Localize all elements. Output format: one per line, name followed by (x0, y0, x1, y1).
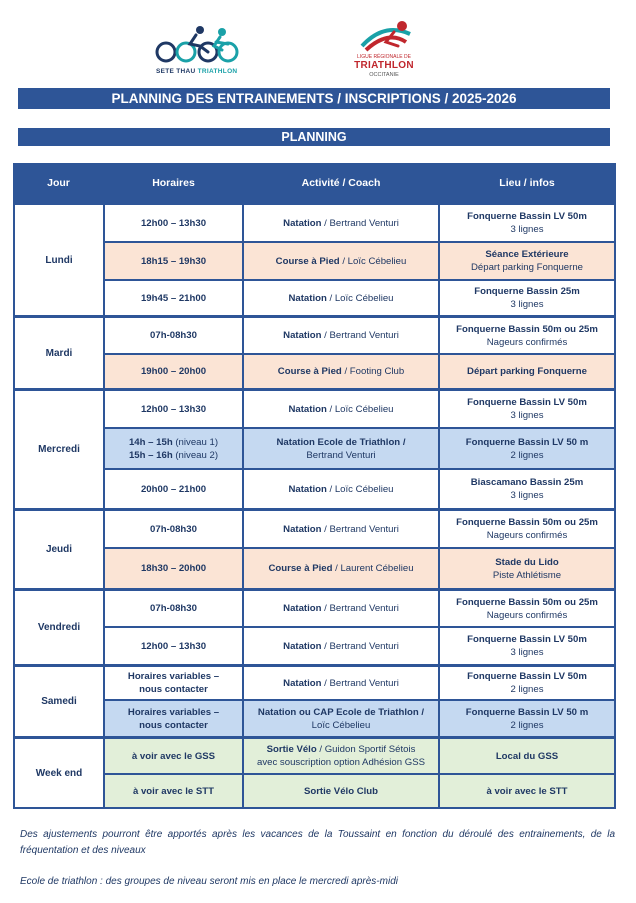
row-activity: Natation ou CAP Ecole de Triathlon / Loïc Cébelieu (244, 701, 438, 736)
row-time: 12h00 – 13h30 (105, 205, 242, 241)
row-activity: Natation Ecole de Triathlon / Bertrand Venturi (244, 429, 438, 468)
row-activity: Natation / Bertrand Venturi (244, 667, 438, 699)
row-activity: Natation / Loïc Cébelieu (244, 391, 438, 427)
row-time: 18h15 – 19h30 (105, 243, 242, 279)
row-activity: Natation / Loïc Cébelieu (244, 281, 438, 315)
row-time: 19h45 – 21h00 (105, 281, 242, 315)
header-activity: Activité / Coach (244, 163, 438, 203)
row-time: 12h00 – 13h30 (105, 628, 242, 664)
logo-area (0, 14, 636, 84)
row-time: 07h-08h30 (105, 511, 242, 547)
day-lundi: Lundi (15, 205, 103, 315)
row-time: 14h – 15h (niveau 1) 15h – 16h (niveau 2) (105, 429, 242, 468)
row-place: Fonquerne Bassin LV 50m 3 lignes (440, 391, 614, 427)
row-time: 07h-08h30 (105, 318, 242, 353)
row-place: à voir avec le STT (440, 775, 614, 807)
row-activity: Natation / Bertrand Venturi (244, 511, 438, 547)
club-logo-text: SETE THAU TRIATHLON (156, 68, 238, 75)
day-samedi: Samedi (15, 667, 103, 736)
header-place: Lieu / infos (440, 163, 614, 203)
row-place: Local du GSS (440, 739, 614, 773)
row-time: à voir avec le GSS (105, 739, 242, 773)
ligue-line1: LIGUE RÉGIONALE DE (357, 54, 411, 60)
ligue-line2: TRIATHLON (354, 60, 414, 71)
row-activity: Natation / Bertrand Venturi (244, 591, 438, 626)
row-activity: Sortie Vélo Club (244, 775, 438, 807)
row-place: Fonquerne Bassin LV 50m 3 lignes (440, 205, 614, 241)
page-title: PLANNING DES ENTRAINEMENTS / INSCRIPTIONS / 2025-2026 (18, 88, 610, 109)
row-time: Horaires variables – nous contacter (105, 701, 242, 736)
day-mardi: Mardi (15, 318, 103, 388)
club-logo (152, 22, 244, 80)
day-mercredi: Mercredi (15, 391, 103, 508)
day-vendredi: Vendredi (15, 591, 103, 664)
row-activity: Natation / Bertrand Venturi (244, 628, 438, 664)
ligue-emblem-icon (344, 16, 424, 54)
row-activity: Course à Pied / Laurent Cébelieu (244, 549, 438, 588)
row-place: Séance Extérieure Départ parking Fonquerne (440, 243, 614, 279)
day-weekend: Week end (15, 739, 103, 807)
row-activity: Sortie Vélo / Guidon Sportif Sétois avec souscription option Adhésion GSS (244, 739, 438, 773)
row-time: Horaires variables – nous contacter (105, 667, 242, 699)
section-title: PLANNING (18, 128, 610, 146)
planning-table (13, 163, 616, 809)
row-place: Stade du Lido Piste Athlétisme (440, 549, 614, 588)
row-place: Fonquerne Bassin LV 50m 3 lignes (440, 628, 614, 664)
row-place: Fonquerne Bassin LV 50 m 2 lignes (440, 429, 614, 468)
row-time: 20h00 – 21h00 (105, 470, 242, 508)
row-place: Départ parking Fonquerne (440, 355, 614, 388)
row-place: Fonquerne Bassin LV 50 m 2 lignes (440, 701, 614, 736)
row-place: Fonquerne Bassin LV 50m 2 lignes (440, 667, 614, 699)
row-activity: Natation / Bertrand Venturi (244, 205, 438, 241)
row-time: à voir avec le STT (105, 775, 242, 807)
day-jeudi: Jeudi (15, 511, 103, 588)
row-activity: Course à Pied / Footing Club (244, 355, 438, 388)
row-time: 07h-08h30 (105, 591, 242, 626)
notes (20, 827, 615, 890)
row-place: Fonquerne Bassin 50m ou 25m Nageurs confirmés (440, 591, 614, 626)
row-time: 19h00 – 20h00 (105, 355, 242, 388)
ligue-line3: OCCITANIE (369, 72, 399, 78)
header-time: Horaires (105, 163, 242, 203)
triathlete-icon (152, 22, 244, 68)
row-place: Fonquerne Bassin 25m 3 lignes (440, 281, 614, 315)
row-time: 18h30 – 20h00 (105, 549, 242, 588)
header-day: Jour (13, 163, 104, 203)
note-adjustments: Des ajustements pourront être apportés après les vacances de la Toussaint en fonction du déroulé des entrainements, de la fréquentation et des niveaux (20, 829, 615, 856)
row-activity: Natation / Bertrand Venturi (244, 318, 438, 353)
row-place: Fonquerne Bassin 50m ou 25m Nageurs confirmés (440, 318, 614, 353)
row-activity: Natation / Loïc Cébelieu (244, 470, 438, 508)
row-place: Fonquerne Bassin 50m ou 25m Nageurs confirmés (440, 511, 614, 547)
ligue-logo (344, 16, 424, 88)
row-time: 12h00 – 13h30 (105, 391, 242, 427)
row-activity: Course à Pied / Loïc Cébelieu (244, 243, 438, 279)
note-ecole: Ecole de triathlon : des groupes de niveau seront mis en place le mercredi après-midi (20, 876, 398, 887)
row-place: Biascamano Bassin 25m 3 lignes (440, 470, 614, 508)
